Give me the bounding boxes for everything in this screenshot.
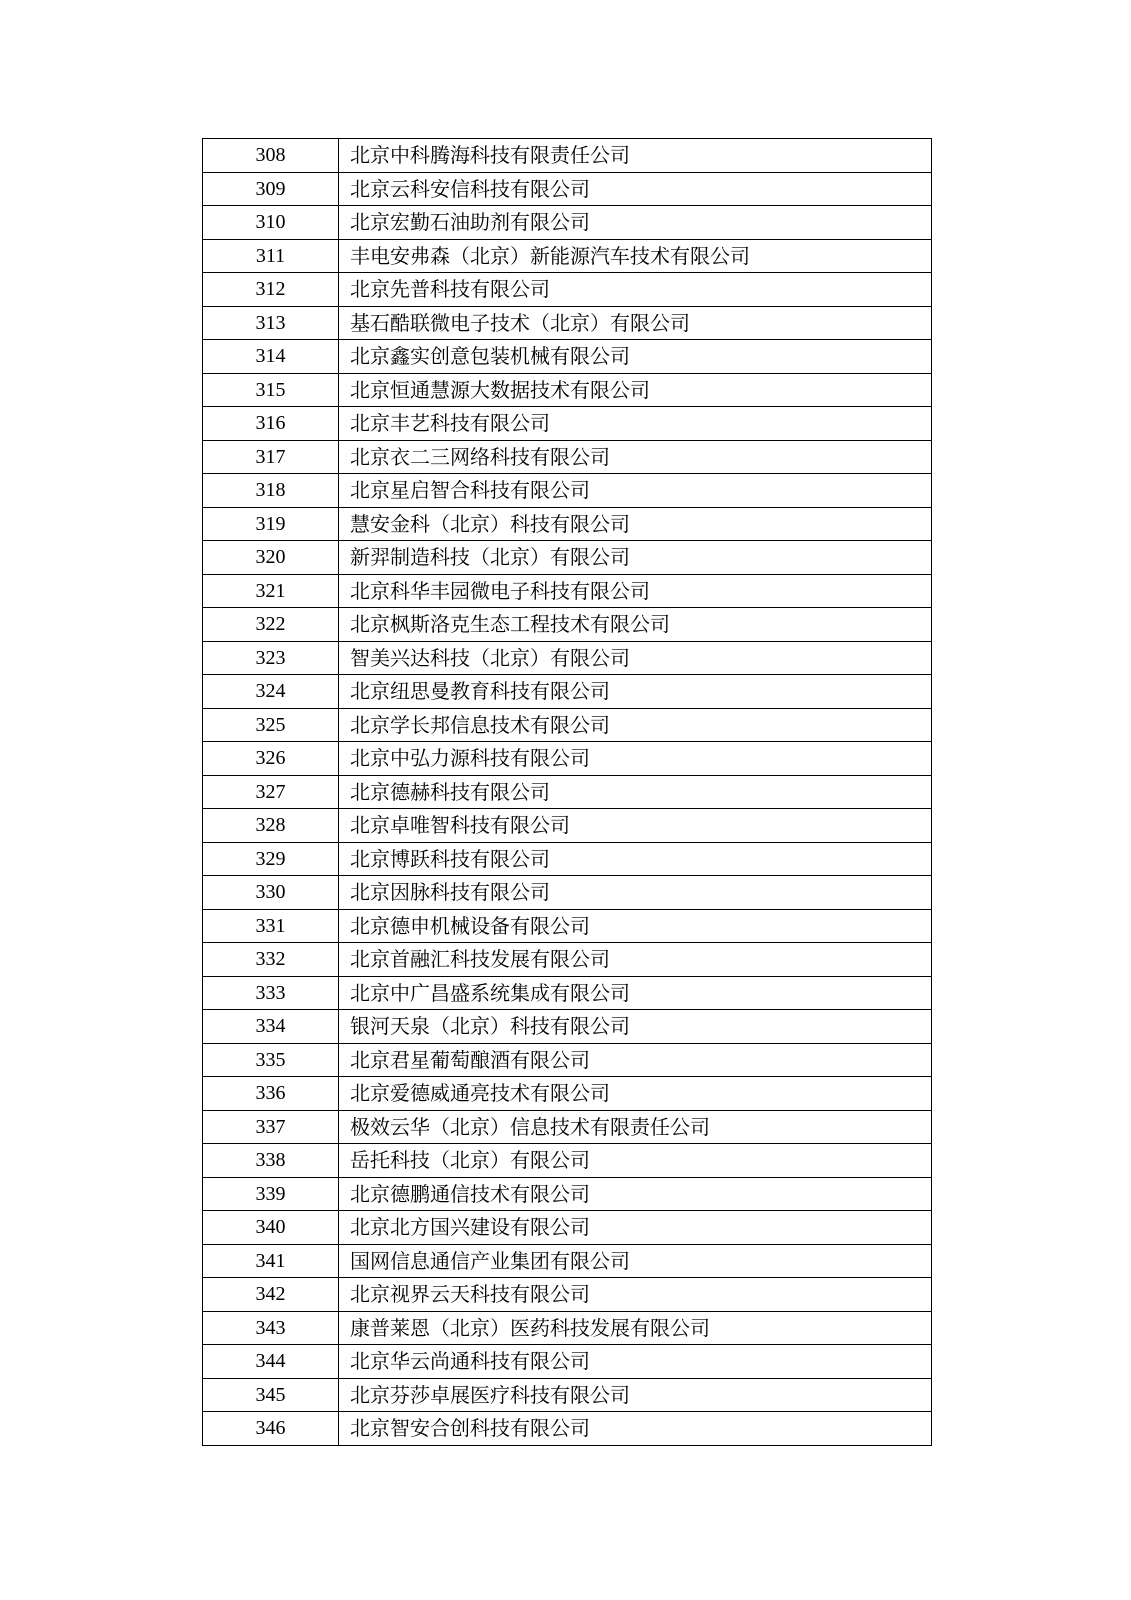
row-number: 334 [203,1010,339,1044]
row-number: 310 [203,206,339,240]
table-row [203,440,932,474]
table-row [203,809,932,843]
company-name: 北京衣二三网络科技有限公司 [339,440,932,474]
company-list-table [202,138,932,1446]
company-name: 康普莱恩（北京）医药科技发展有限公司 [339,1311,932,1345]
company-name: 北京智安合创科技有限公司 [339,1412,932,1446]
row-number: 322 [203,608,339,642]
company-name: 北京恒通慧源大数据技术有限公司 [339,373,932,407]
table-row [203,306,932,340]
table-row [203,206,932,240]
table-row [203,373,932,407]
row-number: 317 [203,440,339,474]
table-row [203,1278,932,1312]
company-name: 北京学长邦信息技术有限公司 [339,708,932,742]
row-number: 341 [203,1244,339,1278]
company-name: 国网信息通信产业集团有限公司 [339,1244,932,1278]
row-number: 335 [203,1043,339,1077]
table-row [203,608,932,642]
table-row [203,742,932,776]
company-name: 北京爱德威通亮技术有限公司 [339,1077,932,1111]
company-name: 极效云华（北京）信息技术有限责任公司 [339,1110,932,1144]
table-row [203,541,932,575]
company-name: 北京华云尚通科技有限公司 [339,1345,932,1379]
company-name: 北京因脉科技有限公司 [339,876,932,910]
company-name: 北京君星葡萄酿酒有限公司 [339,1043,932,1077]
row-number: 340 [203,1211,339,1245]
row-number: 332 [203,943,339,977]
table-row [203,976,932,1010]
company-name: 北京德申机械设备有限公司 [339,909,932,943]
table-row [203,775,932,809]
table-row [203,675,932,709]
row-number: 329 [203,842,339,876]
row-number: 313 [203,306,339,340]
table-row [203,1144,932,1178]
company-name: 北京德鹏通信技术有限公司 [339,1177,932,1211]
row-number: 337 [203,1110,339,1144]
row-number: 320 [203,541,339,575]
company-name: 北京德赫科技有限公司 [339,775,932,809]
table-row [203,641,932,675]
company-name: 北京中弘力源科技有限公司 [339,742,932,776]
row-number: 324 [203,675,339,709]
company-name: 丰电安弗森（北京）新能源汽车技术有限公司 [339,239,932,273]
row-number: 323 [203,641,339,675]
row-number: 319 [203,507,339,541]
row-number: 316 [203,407,339,441]
table-row [203,1177,932,1211]
row-number: 345 [203,1378,339,1412]
table-row [203,943,932,977]
row-number: 333 [203,976,339,1010]
company-name: 岳托科技（北京）有限公司 [339,1144,932,1178]
table-row [203,1378,932,1412]
table-row [203,708,932,742]
row-number: 344 [203,1345,339,1379]
table-row [203,1311,932,1345]
row-number: 330 [203,876,339,910]
row-number: 343 [203,1311,339,1345]
company-name: 北京卓唯智科技有限公司 [339,809,932,843]
company-name: 北京北方国兴建设有限公司 [339,1211,932,1245]
company-name: 慧安金科（北京）科技有限公司 [339,507,932,541]
row-number: 311 [203,239,339,273]
row-number: 312 [203,273,339,307]
row-number: 327 [203,775,339,809]
row-number: 336 [203,1077,339,1111]
company-name: 北京视界云天科技有限公司 [339,1278,932,1312]
company-name: 北京首融汇科技发展有限公司 [339,943,932,977]
company-name: 北京丰艺科技有限公司 [339,407,932,441]
company-name: 北京枫斯洛克生态工程技术有限公司 [339,608,932,642]
table-row [203,172,932,206]
table-row [203,1043,932,1077]
company-name: 北京芬莎卓展医疗科技有限公司 [339,1378,932,1412]
company-name: 新羿制造科技（北京）有限公司 [339,541,932,575]
company-name: 智美兴达科技（北京）有限公司 [339,641,932,675]
table-row [203,507,932,541]
company-name: 银河天泉（北京）科技有限公司 [339,1010,932,1044]
table-row [203,273,932,307]
table-row [203,1211,932,1245]
company-name: 北京鑫实创意包装机械有限公司 [339,340,932,374]
table-row [203,1244,932,1278]
row-number: 325 [203,708,339,742]
row-number: 326 [203,742,339,776]
company-name: 北京博跃科技有限公司 [339,842,932,876]
table-row [203,909,932,943]
table-row [203,340,932,374]
row-number: 308 [203,139,339,173]
row-number: 338 [203,1144,339,1178]
table-row [203,1110,932,1144]
table-row [203,842,932,876]
table-row [203,474,932,508]
table-row [203,1412,932,1446]
row-number: 328 [203,809,339,843]
company-name: 北京中广昌盛系统集成有限公司 [339,976,932,1010]
row-number: 342 [203,1278,339,1312]
company-name: 北京宏勤石油助剂有限公司 [339,206,932,240]
table-row [203,139,932,173]
row-number: 331 [203,909,339,943]
table-row [203,574,932,608]
company-name: 基石酷联微电子技术（北京）有限公司 [339,306,932,340]
row-number: 339 [203,1177,339,1211]
table-row [203,1077,932,1111]
company-name: 北京星启智合科技有限公司 [339,474,932,508]
row-number: 315 [203,373,339,407]
company-name: 北京中科腾海科技有限责任公司 [339,139,932,173]
table-row [203,407,932,441]
row-number: 309 [203,172,339,206]
table-row [203,876,932,910]
company-rows [203,139,932,1446]
company-name: 北京科华丰园微电子科技有限公司 [339,574,932,608]
table-row [203,1010,932,1044]
company-name: 北京先普科技有限公司 [339,273,932,307]
company-name: 北京云科安信科技有限公司 [339,172,932,206]
row-number: 314 [203,340,339,374]
company-name: 北京纽思曼教育科技有限公司 [339,675,932,709]
row-number: 318 [203,474,339,508]
table-row [203,1345,932,1379]
table-row [203,239,932,273]
row-number: 321 [203,574,339,608]
row-number: 346 [203,1412,339,1446]
